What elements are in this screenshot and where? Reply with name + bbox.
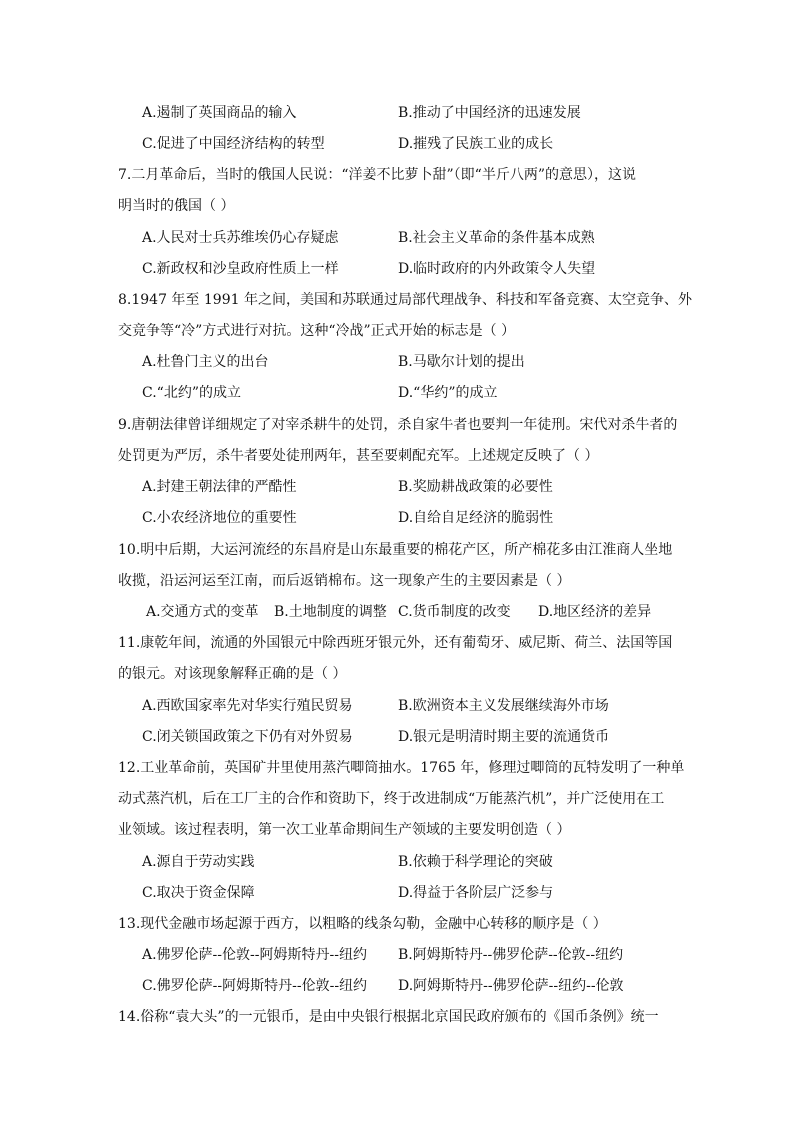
question-11-stem: 11.康乾年间，流通的外国银元中除西班牙银元外，还有葡萄牙、威尼斯、荷兰、法国等国 <box>118 635 673 651</box>
option-c: C.“北约”的成立 <box>142 385 241 401</box>
option-d: D.地区经济的差异 <box>538 604 652 620</box>
option-a: A.人民对士兵苏维埃仍心存疑虑 <box>142 230 339 246</box>
option-row <box>142 260 662 278</box>
option-b: B.土地制度的调整 <box>274 604 387 620</box>
option-a: A.佛罗伦萨--伦敦--阿姆斯特丹--纽约 <box>142 947 367 963</box>
option-a: A.遏制了英国商品的输入 <box>142 105 297 121</box>
option-row <box>142 728 662 746</box>
question-10-stem-cont: 收揽，沿运河运至江南，而后返销棉布。这一现象产生的主要因素是（ ） <box>118 573 571 589</box>
question-9-stem: 9.唐朝法律曾详细规定了对宰杀耕牛的处罚，杀自家牛者也要判一年徒刑。宋代对杀牛者的 <box>118 417 678 433</box>
option-d: D.阿姆斯特丹--佛罗伦萨--纽约--伦敦 <box>398 978 624 994</box>
option-d: D.“华约”的成立 <box>398 385 498 401</box>
question-10-stem: 10.明中后期，大运河流经的东昌府是山东最重要的棉花产区，所产棉花多由江淮商人坐地 <box>118 542 673 558</box>
option-c: C.小农经济地位的重要性 <box>142 510 297 526</box>
option-a: A.杜鲁门主义的出台 <box>142 354 269 370</box>
option-b: B.奖励耕战政策的必要性 <box>398 479 553 495</box>
question-12-stem-cont: 业领域。该过程表明，第一次工业革命期间生产领域的主要发明创造（ ） <box>118 822 571 838</box>
question-7-stem: 7.二月革命后，当时的俄国人民说：“洋姜不比萝卜甜”（即“半斤八两”的意思），这说 <box>118 167 636 183</box>
option-c: C.取决于资金保障 <box>142 885 255 901</box>
option-row <box>146 603 666 621</box>
option-d: D.银元是明清时期主要的流通货币 <box>398 729 610 745</box>
question-12-stem-cont: 动式蒸汽机，后在工厂主的合作和资助下，终于改进制成“万能蒸汽机”，并广泛使用在工 <box>118 791 665 807</box>
question-9-stem-cont: 处罚更为严厉，杀牛者要处徒刑两年，甚至要刺配充军。上述规定反映了（ ） <box>118 448 599 464</box>
option-c: C.货币制度的改变 <box>398 604 511 620</box>
question-11-stem-cont: 的银元。对该现象解释正确的是（ ） <box>118 666 347 682</box>
option-row <box>142 853 662 871</box>
option-b: B.社会主义革命的条件基本成熟 <box>398 230 595 246</box>
question-14-stem: 14.俗称“袁大头”的一元银币，是由中央银行根据北京国民政府颁布的《国币条例》统一 <box>118 1009 659 1025</box>
option-row <box>142 229 662 247</box>
option-row <box>142 384 662 402</box>
option-row <box>142 509 662 527</box>
option-row <box>142 353 662 371</box>
option-row <box>142 104 662 122</box>
option-a: A.封建王朝法律的严酷性 <box>142 479 297 495</box>
option-c: C.佛罗伦萨--阿姆斯特丹--伦敦--纽约 <box>142 978 368 994</box>
option-b: B.推动了中国经济的迅速发展 <box>398 105 581 121</box>
option-b: B.阿姆斯特丹--佛罗伦萨--伦敦--纽约 <box>398 947 624 963</box>
option-d: D.自给自足经济的脆弱性 <box>398 510 554 526</box>
option-d: D.临时政府的内外政策令人失望 <box>398 261 596 277</box>
option-b: B.欧洲资本主义发展继续海外市场 <box>398 698 609 714</box>
option-d: D.摧残了民族工业的成长 <box>398 136 554 152</box>
option-row <box>142 977 662 995</box>
option-c: C.新政权和沙皇政府性质上一样 <box>142 261 339 277</box>
option-a: A.西欧国家率先对华实行殖民贸易 <box>142 698 353 714</box>
option-b: B.依赖于科学理论的突破 <box>398 854 553 870</box>
option-row <box>142 135 662 153</box>
option-d: D.得益于各阶层广泛参与 <box>398 885 554 901</box>
option-c: C.促进了中国经济结构的转型 <box>142 136 325 152</box>
option-a: A.源自于劳动实践 <box>142 854 255 870</box>
question-8-stem: 8.1947 年至 1991 年之间，美国和苏联通过局部代理战争、科技和军备竞赛、太空竞争、外 <box>118 292 692 308</box>
question-7-stem-cont: 明当时的俄国（ ） <box>118 198 235 214</box>
question-13-stem: 13.现代金融市场起源于西方，以粗略的线条勾勒，金融中心转移的顺序是（ ） <box>118 916 607 932</box>
option-row <box>142 946 662 964</box>
question-12-stem: 12.工业革命前，英国矿井里使用蒸汽唧筒抽水。1765 年，修理过唧筒的瓦特发明了一种单 <box>118 760 685 776</box>
option-row <box>142 478 662 496</box>
question-8-stem-cont: 交竞争等“冷”方式进行对抗。这种“冷战”正式开始的标志是（ ） <box>118 323 516 339</box>
option-b: B.马歇尔计划的提出 <box>398 354 525 370</box>
option-c: C.闭关锁国政策之下仍有对外贸易 <box>142 729 353 745</box>
option-a: A.交通方式的变革 <box>146 604 259 620</box>
option-row <box>142 884 662 902</box>
option-row <box>142 697 662 715</box>
